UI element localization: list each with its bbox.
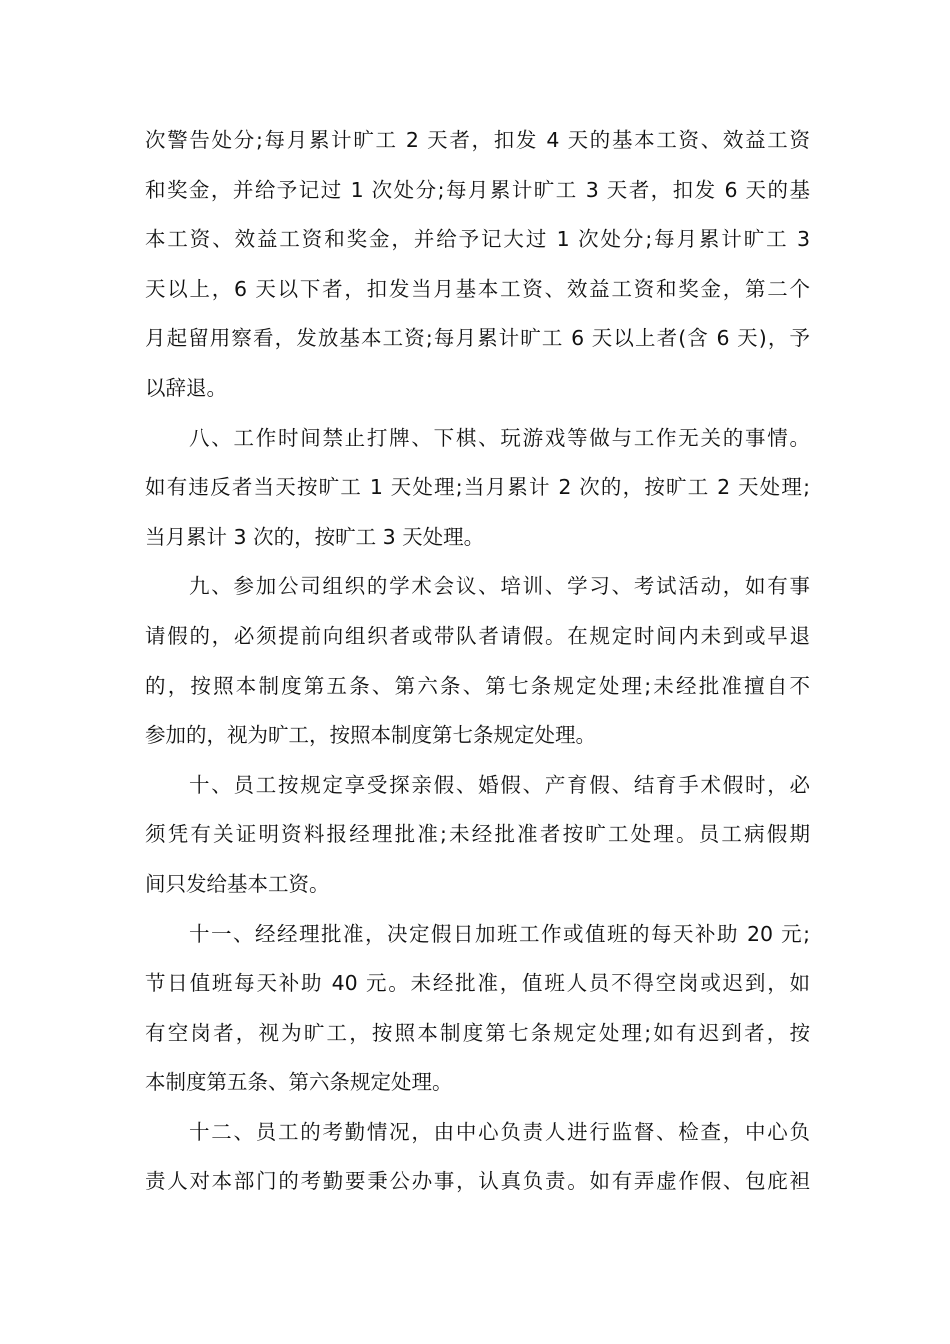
document-body — [145, 116, 810, 1207]
paragraph-article-7-continued — [145, 116, 810, 414]
text-line: 请假的，必须提前向组织者或带队者请假。在规定时间内未到或早退 — [145, 623, 810, 648]
text-line: 十、员工按规定享受探亲假、婚假、产育假、结育手术假时，必 — [189, 772, 810, 797]
text-line: 和奖金，并给予记过 1 次处分;每月累计旷工 3 天者，扣发 6 天的基 — [145, 177, 810, 202]
text-line: 当月累计 3 次的，按旷工 3 天处理。 — [145, 524, 485, 549]
paragraph-article-8 — [145, 414, 810, 563]
text-line: 的，按照本制度第五条、第六条、第七条规定处理;未经批准擅自不 — [145, 673, 810, 698]
paragraph-article-12 — [145, 1108, 810, 1207]
text-line: 有空岗者，视为旷工，按照本制度第七条规定处理;如有迟到者，按 — [145, 1020, 810, 1045]
text-line: 以辞退。 — [145, 375, 227, 400]
text-line: 九、参加公司组织的学术会议、培训、学习、考试活动，如有事 — [189, 574, 810, 599]
text-line: 参加的，视为旷工，按照本制度第七条规定处理。 — [145, 723, 596, 748]
paragraph-article-9 — [145, 562, 810, 760]
text-line: 如有违反者当天按旷工 1 天处理;当月累计 2 次的，按旷工 2 天处理; — [145, 475, 810, 500]
text-line: 本工资、效益工资和奖金，并给予记大过 1 次处分;每月累计旷工 3 — [145, 227, 810, 252]
text-line: 次警告处分;每月累计旷工 2 天者，扣发 4 天的基本工资、效益工资 — [145, 128, 810, 152]
text-line: 间只发给基本工资。 — [145, 871, 330, 896]
text-line: 天以上，6 天以下者，扣发当月基本工资、效益工资和奖金，第二个 — [145, 276, 810, 301]
text-line: 八、工作时间禁止打牌、下棋、玩游戏等做与工作无关的事情。 — [189, 425, 810, 450]
text-line: 月起留用察看，发放基本工资;每月累计旷工 6 天以上者(含 6 天)，予 — [145, 326, 810, 351]
text-line: 节日值班每天补助 40 元。未经批准，值班人员不得空岗或迟到，如 — [145, 971, 810, 996]
text-line: 十一、经经理批准，决定假日加班工作或值班的每天补助 20 元; — [189, 921, 810, 946]
text-line: 须凭有关证明资料报经理批准;未经批准者按旷工处理。员工病假期 — [145, 822, 810, 847]
paragraph-article-11 — [145, 910, 810, 1108]
paragraph-article-10 — [145, 761, 810, 910]
text-line: 责人对本部门的考勤要秉公办事，认真负责。如有弄虚作假、包庇袒 — [145, 1169, 810, 1194]
text-line: 十二、员工的考勤情况，由中心负责人进行监督、检查，中心负 — [189, 1119, 810, 1144]
text-line: 本制度第五条、第六条规定处理。 — [145, 1070, 453, 1095]
